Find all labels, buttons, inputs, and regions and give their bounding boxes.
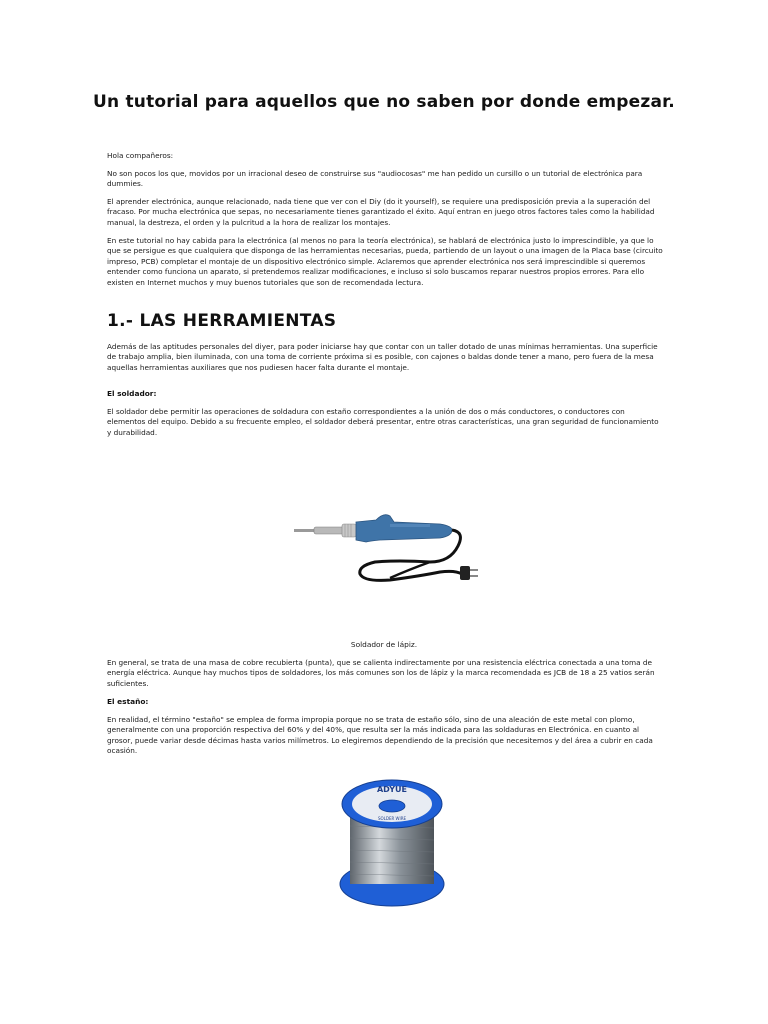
herramientas-paragraph: Además de las aptitudes personales del diyer, para poder iniciarse hay que contar con un taller dotado de unas mínimas herramientas. Una superficie de trabajo amplia, bien iluminada, con una toma de corriente próxima si es posible, con cajones o baldas donde tener a mano, pero fuera de la mesa aquellas herramientas auxiliares que nos pudiesen hacer falta durante el montaje. [107,342,658,372]
plug-icon [460,566,470,580]
spool-brand: ADYUE [376,785,408,794]
soldador-heading: El soldador: [107,389,157,398]
intro-paragraph-3: En este tutorial no hay cabida para la electrónica (al menos no para la teoría electrónica), se hablará de electrónica justo lo imprescindible, ya que lo que se persigue es que cualquiera que disponga de las herramientas necesarias, pueda, partiendo de un layout o una imagen de la Placa base (circuito impreso, PCB) completar el montaje de un dispositivo electrónico simple. Aclaremos que aprender electrónica nos será imprescindible si queremos entender como funciona un aparato, si pretendemos realizar modificaciones, e incluso si solo buscamos reparar nuestros propios errores. Para ello existen en Internet muchos y muy buenos tutoriales que son de recomendada lectura. [107,236,663,287]
spool-hole [379,800,405,812]
soldador-caption: Soldador de lápiz. [350,640,418,649]
soldador-paragraph-2: En general, se trata de una masa de cobre recubierta (punta), que se calienta indirectamente por una resistencia eléctrica conectada a una toma de energía eléctrica. Aunque hay muchos tipos de soldadores, los más comunes son los de lápiz y la marca recomendada es JCB de 18 a 25 vatios serán suficientes. [107,658,655,688]
iron-tip [294,529,316,532]
iron-barrel [314,527,344,534]
greeting-paragraph: Hola compañeros: [107,151,174,160]
estano-heading: El estaño: [107,697,149,706]
estano-paragraph: En realidad, el término "estaño" se emplea de forma impropia porque no se trata de estaño sólo, sino de una aleación de este metal con plomo, generalmente con una proporción respectiva del 60% y del 40%, que resulta ser la más indicada para las soldaduras en Electrónica. en cuanto al grosor, puede variar desde décimas hasta varios milímetros. Lo elegiremos dependiendo de la precisión que necesitemos y del área a cubrir en cada ocasión. [107,715,653,756]
document-title: Un tutorial para aquellos que no saben por donde empezar. [93,92,675,112]
iron-collar [342,524,356,537]
solder-spool-image [322,766,462,914]
spool-brand-label: SOLDER WIRE [377,816,407,821]
soldador-paragraph: El soldador debe permitir las operaciones de soldadura con estaño correspondientes a la unión de dos o más conductores, o conductores con elementos del equipo. Debido a su frecuente empleo, el soldador deberá presentar, entre otras características, una gran seguridad de funcionamiento y durabilidad. [107,407,659,437]
iron-handle [356,515,452,542]
intro-paragraph-2: El aprender electrónica, aunque relacionado, nada tiene que ver con el Diy (do it yourself), se requiere una predisposición previa a la superación del fracaso. Por mucha electrónica que sepas, no necesariamente tienes garantizado el éxito. Aquí entran en juego otros factores tales como la habilidad manual, la destreza, el orden y la pulcritud a la hora de realizar los montajes. [107,197,655,227]
soldering-iron-image [280,450,490,625]
intro-paragraph-1: No son pocos los que, movidos por un irracional deseo de construirse sus "audiocosas" me han pedido un cursillo o un tutorial de electrónica para dummies. [107,169,643,189]
section-heading-herramientas: 1.- LAS HERRAMIENTAS [107,311,337,331]
